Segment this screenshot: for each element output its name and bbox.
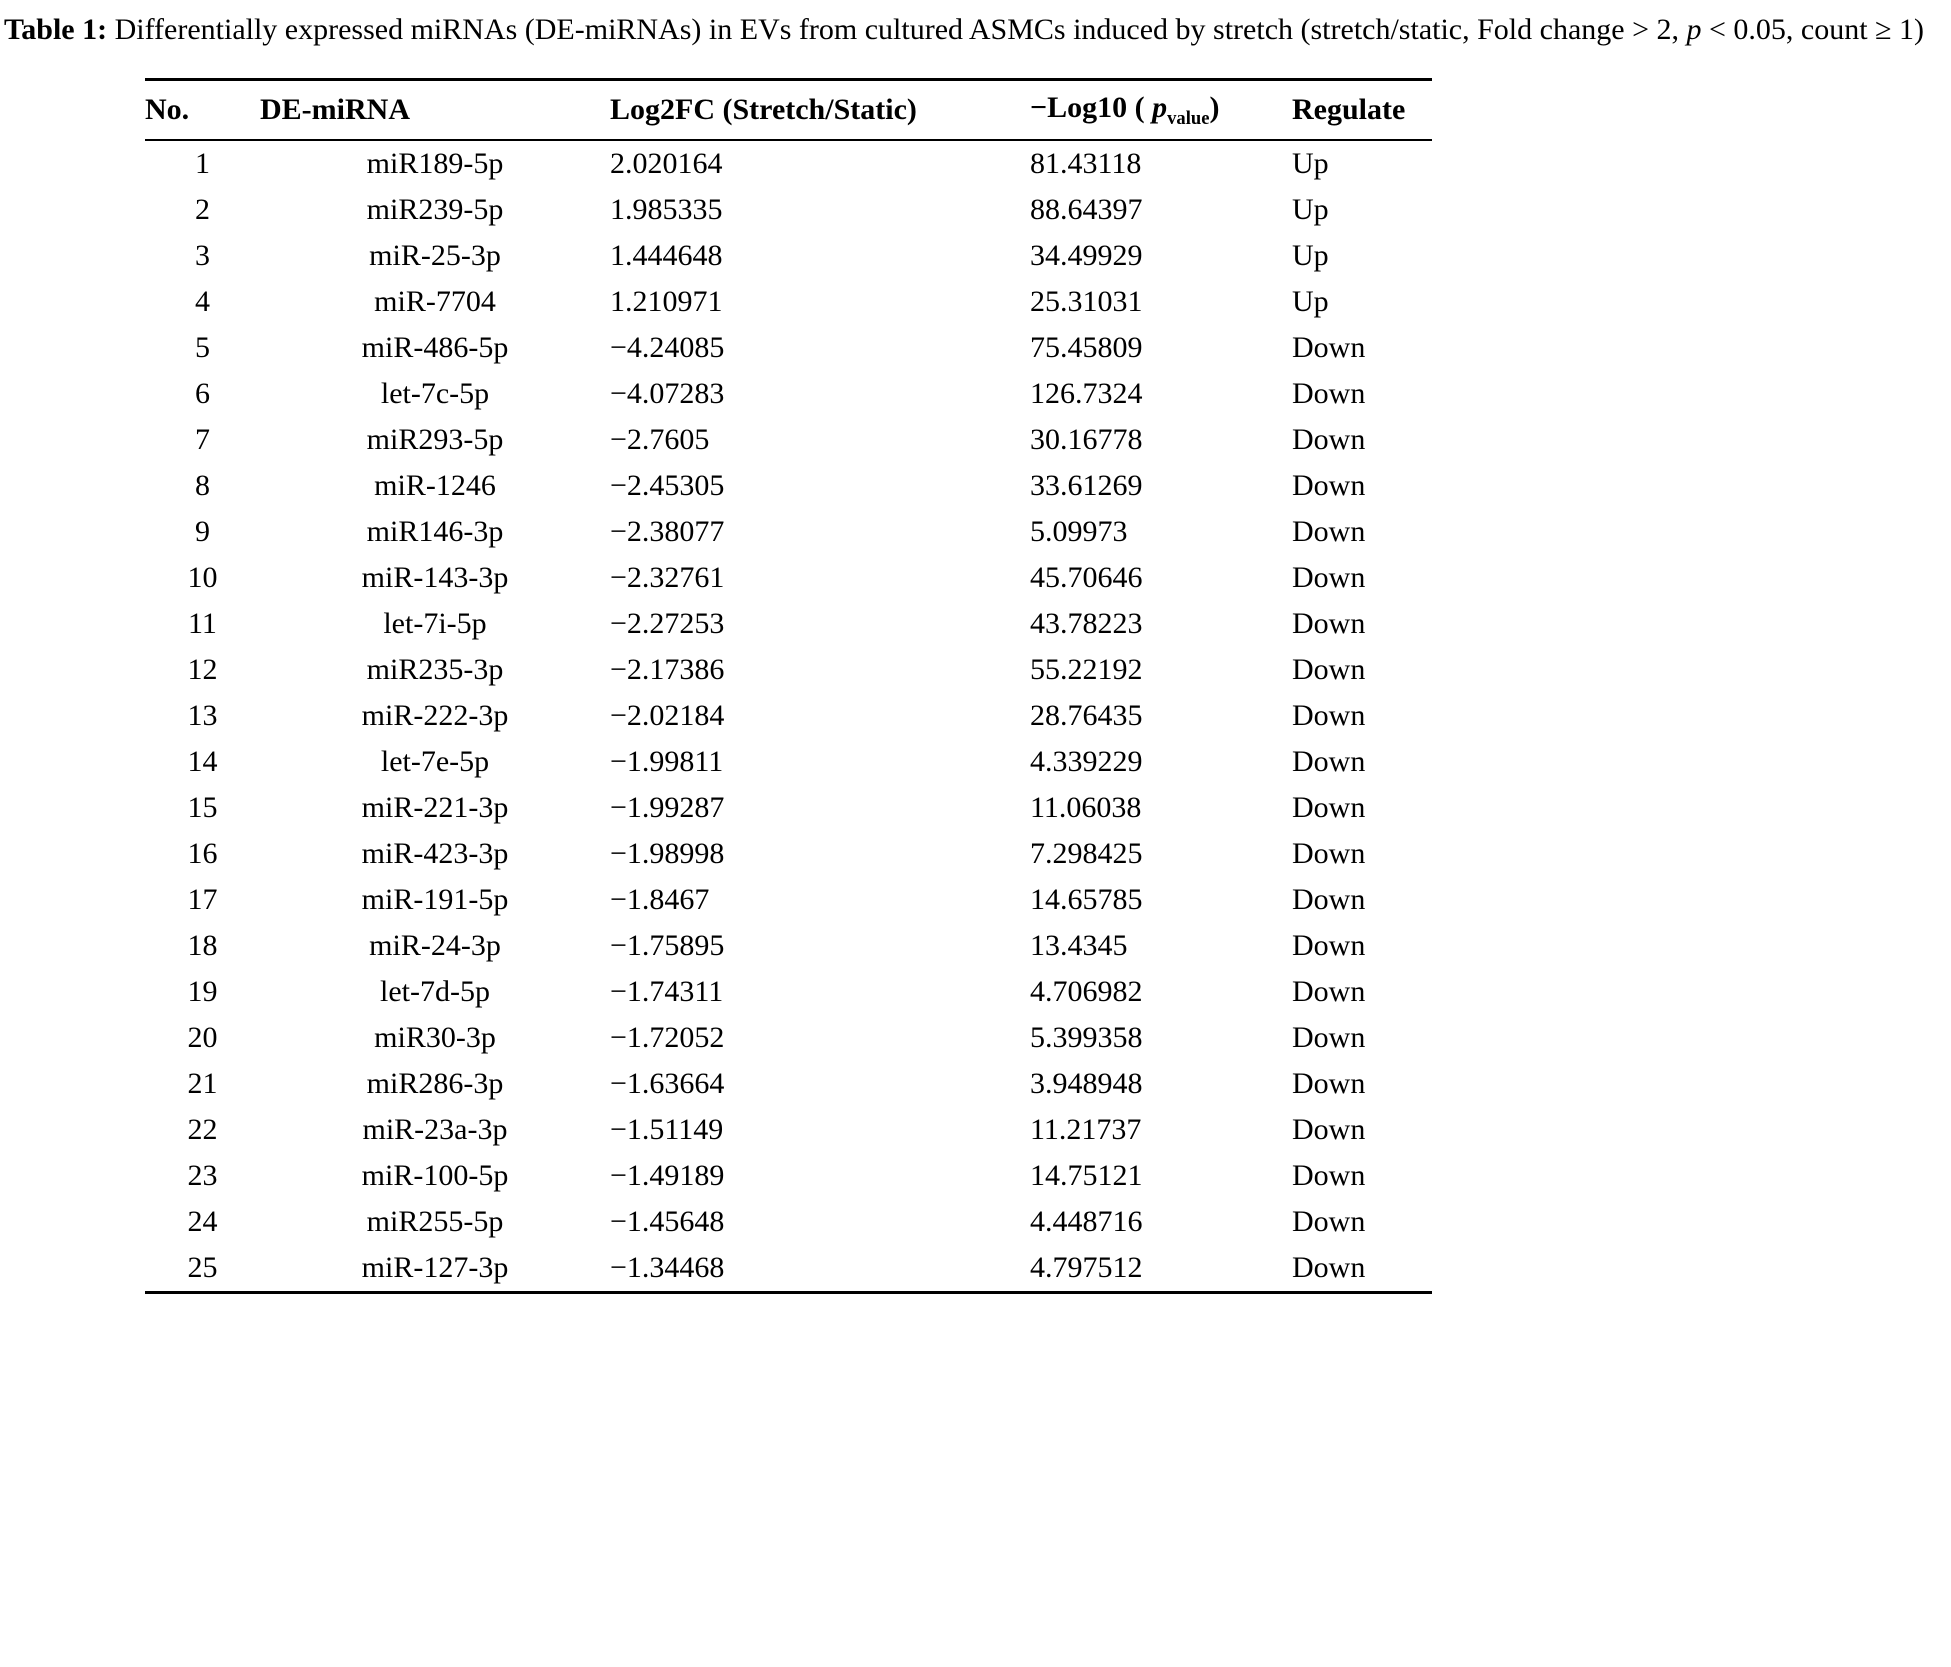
de-mirna-name: miR255-5p: [366, 1205, 504, 1239]
header-de-mirna: DE-miRNA: [260, 93, 410, 127]
row-number: 17: [187, 883, 218, 917]
table-row: [145, 371, 1432, 417]
log10p-value: 14.75121: [1030, 1159, 1143, 1193]
log10p-value: 81.43118: [1030, 147, 1142, 181]
regulate-value: Down: [1292, 929, 1366, 963]
table-row: [145, 969, 1432, 1015]
row-number: 16: [187, 837, 218, 871]
log10p-value: 14.65785: [1030, 883, 1143, 917]
regulate-value: Up: [1292, 147, 1329, 181]
log2fc-value: −2.45305: [610, 469, 725, 503]
table-row: [145, 831, 1432, 877]
header-log2fc: Log2FC (Stretch/Static): [610, 93, 917, 127]
table-row: [145, 555, 1432, 601]
regulate-value: Down: [1292, 1205, 1366, 1239]
log2fc-value: −2.02184: [610, 699, 725, 733]
regulate-value: Down: [1292, 883, 1366, 917]
regulate-value: Down: [1292, 1251, 1366, 1285]
row-number: 24: [187, 1205, 218, 1239]
row-number: 9: [195, 515, 210, 549]
regulate-value: Down: [1292, 975, 1366, 1009]
table-row: [145, 601, 1432, 647]
log2fc-value: −1.74311: [610, 975, 724, 1009]
log10p-value: 11.21737: [1030, 1113, 1142, 1147]
log2fc-value: −1.51149: [610, 1113, 724, 1147]
row-number: 8: [195, 469, 210, 503]
table-caption-text-1: Differentially expressed miRNAs (DE-miRNAs) in EVs from cultured ASMCs induced by stretch (stretch/static, Fold change > 2,: [107, 13, 1687, 46]
log10p-value: 4.706982: [1030, 975, 1143, 1009]
regulate-value: Down: [1292, 1021, 1366, 1055]
table-row: [145, 1107, 1432, 1153]
log10p-value: 55.22192: [1030, 653, 1143, 687]
de-mirna-name: miR-23a-3p: [362, 1113, 508, 1147]
log10p-value: 34.49929: [1030, 239, 1143, 273]
table-caption: [0, 0, 1951, 52]
log2fc-value: −2.27253: [610, 607, 725, 641]
regulate-value: Up: [1292, 285, 1329, 319]
table-caption-p-italic: p: [1686, 13, 1702, 46]
log10p-value: 43.78223: [1030, 607, 1143, 641]
log2fc-value: −2.38077: [610, 515, 725, 549]
log10p-value: 88.64397: [1030, 193, 1143, 227]
table-row: [145, 140, 1432, 187]
log10p-value: 126.7324: [1030, 377, 1143, 411]
row-number: 23: [187, 1159, 218, 1193]
de-mirna-name: miR235-3p: [366, 653, 504, 687]
log10p-value: 28.76435: [1030, 699, 1143, 733]
regulate-value: Down: [1292, 515, 1366, 549]
header-regulate: Regulate: [1292, 93, 1406, 127]
table-row: [145, 509, 1432, 555]
row-number: 25: [187, 1251, 218, 1285]
header-no: No.: [145, 93, 190, 127]
de-mirna-name: miR-127-3p: [361, 1251, 509, 1285]
de-mirna-name: miR-7704: [374, 285, 496, 319]
log10p-value: 11.06038: [1030, 791, 1142, 825]
log2fc-value: −1.72052: [610, 1021, 725, 1055]
regulate-value: Down: [1292, 331, 1366, 365]
table-row: [145, 877, 1432, 923]
table-body: [145, 140, 1432, 1293]
de-mirna-name: miR293-5p: [366, 423, 504, 457]
de-mirna-name: miR-25-3p: [369, 239, 501, 273]
log2fc-value: 1.210971: [610, 285, 723, 319]
log10p-value: 13.4345: [1030, 929, 1128, 963]
de-mirna-table: [145, 78, 1432, 1294]
row-number: 13: [187, 699, 218, 733]
table-row: [145, 1015, 1432, 1061]
de-mirna-name: let-7e-5p: [380, 745, 490, 779]
log10p-value: 75.45809: [1030, 331, 1143, 365]
de-mirna-name: miR-222-3p: [361, 699, 509, 733]
table-row: [145, 1153, 1432, 1199]
header-log10p-prefix: −Log10 (: [1030, 90, 1153, 124]
table-caption-label: Table 1:: [4, 13, 108, 46]
regulate-value: Down: [1292, 561, 1366, 595]
row-number: 6: [195, 377, 210, 411]
log2fc-value: −2.17386: [610, 653, 725, 687]
row-number: 15: [187, 791, 218, 825]
de-mirna-name: miR286-3p: [366, 1067, 504, 1101]
regulate-value: Down: [1292, 1159, 1366, 1193]
regulate-value: Down: [1292, 469, 1366, 503]
table-row: [145, 325, 1432, 371]
row-number: 5: [195, 331, 210, 365]
de-mirna-name: miR-1246: [374, 469, 496, 503]
table-row: [145, 739, 1432, 785]
de-mirna-name: let-7d-5p: [380, 975, 490, 1009]
regulate-value: Down: [1292, 837, 1366, 871]
log10p-value: 5.399358: [1030, 1021, 1143, 1055]
row-number: 22: [187, 1113, 218, 1147]
table-row: [145, 233, 1432, 279]
de-mirna-name: miR-100-5p: [361, 1159, 509, 1193]
regulate-value: Down: [1292, 607, 1366, 641]
table-row: [145, 417, 1432, 463]
log10p-value: 45.70646: [1030, 561, 1143, 595]
row-number: 2: [195, 193, 210, 227]
log2fc-value: −2.7605: [610, 423, 710, 457]
row-number: 19: [187, 975, 218, 1009]
row-number: 3: [195, 239, 210, 273]
table-row: [145, 693, 1432, 739]
log10p-value: 5.09973: [1030, 515, 1128, 549]
header-log10p-suffix: ): [1209, 90, 1220, 124]
log2fc-value: 2.020164: [610, 147, 723, 181]
row-number: 7: [195, 423, 210, 457]
log2fc-value: −1.99811: [610, 745, 724, 779]
log10p-value: 3.948948: [1030, 1067, 1143, 1101]
row-number: 4: [195, 285, 210, 319]
regulate-value: Up: [1292, 239, 1329, 273]
table-row: [145, 463, 1432, 509]
log2fc-value: −2.32761: [610, 561, 725, 595]
row-number: 20: [187, 1021, 218, 1055]
log2fc-value: −1.75895: [610, 929, 725, 963]
table-container: [145, 78, 1432, 1294]
table-row: [145, 1199, 1432, 1245]
log2fc-value: 1.985335: [610, 193, 723, 227]
table-caption-text-2: < 0.05, count ≥ 1): [1701, 13, 1925, 46]
regulate-value: Down: [1292, 377, 1366, 411]
log2fc-value: −1.99287: [610, 791, 725, 825]
log2fc-value: −1.49189: [610, 1159, 725, 1193]
row-number: 10: [187, 561, 218, 595]
log2fc-value: −1.45648: [610, 1205, 725, 1239]
de-mirna-name: miR146-3p: [366, 515, 504, 549]
log10p-value: 4.448716: [1030, 1205, 1143, 1239]
regulate-value: Up: [1292, 193, 1329, 227]
table-row: [145, 1061, 1432, 1107]
table-row: [145, 1245, 1432, 1293]
table-header: [145, 80, 1432, 141]
de-mirna-name: miR239-5p: [366, 193, 504, 227]
log2fc-value: 1.444648: [610, 239, 723, 273]
regulate-value: Down: [1292, 653, 1366, 687]
log2fc-value: −1.98998: [610, 837, 725, 871]
log10p-value: 25.31031: [1030, 285, 1143, 319]
table-row: [145, 923, 1432, 969]
log10p-value: 30.16778: [1030, 423, 1143, 457]
regulate-value: Down: [1292, 1113, 1366, 1147]
header-log10p-p: p: [1152, 90, 1168, 124]
de-mirna-name: let-7i-5p: [383, 607, 487, 641]
row-number: 12: [187, 653, 218, 687]
table-row: [145, 647, 1432, 693]
log2fc-value: −4.07283: [610, 377, 725, 411]
table-row: [145, 279, 1432, 325]
regulate-value: Down: [1292, 423, 1366, 457]
row-number: 21: [187, 1067, 218, 1101]
de-mirna-name: miR-191-5p: [361, 883, 509, 917]
header-log10p-subscript: value: [1167, 107, 1210, 129]
de-mirna-name: miR30-3p: [374, 1021, 496, 1055]
table-row: [145, 187, 1432, 233]
table-header-row: [145, 80, 1432, 141]
regulate-value: Down: [1292, 1067, 1366, 1101]
de-mirna-name: let-7c-5p: [380, 377, 490, 411]
row-number: 18: [187, 929, 218, 963]
table-row: [145, 785, 1432, 831]
de-mirna-name: miR-143-3p: [361, 561, 509, 595]
row-number: 11: [188, 607, 217, 641]
row-number: 14: [187, 745, 218, 779]
regulate-value: Down: [1292, 699, 1366, 733]
de-mirna-name: miR189-5p: [366, 147, 504, 181]
de-mirna-name: miR-24-3p: [369, 929, 501, 963]
log2fc-value: −1.34468: [610, 1251, 725, 1285]
log2fc-value: −4.24085: [610, 331, 725, 365]
regulate-value: Down: [1292, 745, 1366, 779]
de-mirna-name: miR-221-3p: [361, 791, 509, 825]
regulate-value: Down: [1292, 791, 1366, 825]
de-mirna-name: miR-486-5p: [361, 331, 509, 365]
log10p-value: 4.339229: [1030, 745, 1143, 779]
row-number: 1: [195, 147, 210, 181]
log10p-value: 4.797512: [1030, 1251, 1143, 1285]
log2fc-value: −1.63664: [610, 1067, 725, 1101]
header-log10p: [1030, 80, 1292, 141]
de-mirna-name: miR-423-3p: [361, 837, 509, 871]
log10p-value: 33.61269: [1030, 469, 1143, 503]
log2fc-value: −1.8467: [610, 883, 710, 917]
log10p-value: 7.298425: [1030, 837, 1143, 871]
